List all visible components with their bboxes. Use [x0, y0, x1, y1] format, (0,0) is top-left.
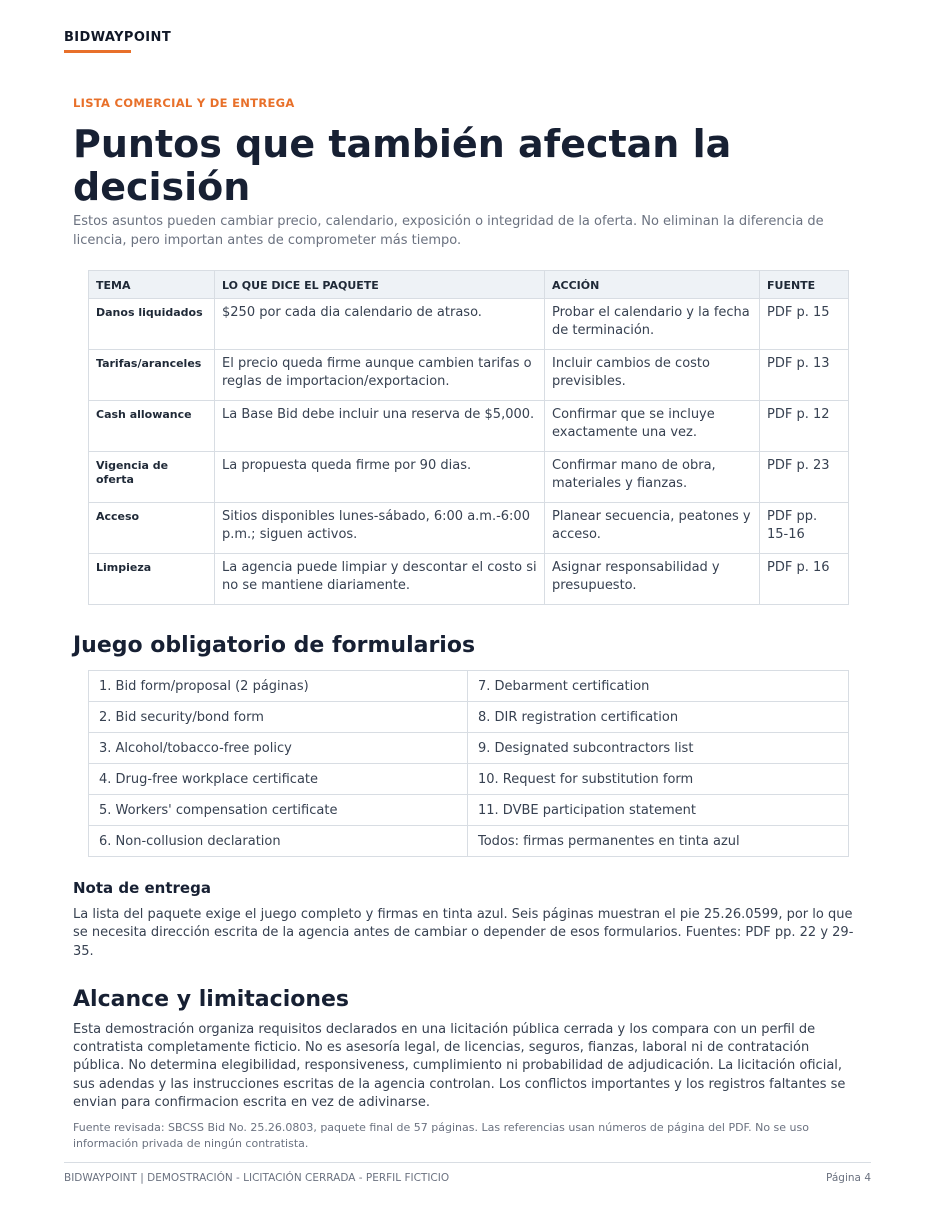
cell-tema: Danos liquidados	[89, 299, 215, 350]
table-row	[89, 826, 849, 857]
cell-paquete: La propuesta queda firme por 90 dias.	[215, 452, 545, 503]
cell-tema: Cash allowance	[89, 401, 215, 452]
cell-tema: Tarifas/aranceles	[89, 350, 215, 401]
section-kicker: LISTA COMERCIAL Y DE ENTREGA	[73, 96, 295, 110]
cell-tema: Acceso	[89, 503, 215, 554]
table-row	[89, 401, 849, 452]
form-item: 7. Debarment certification	[468, 671, 849, 702]
table-row	[89, 503, 849, 554]
cell-accion: Confirmar mano de obra, materiales y fianzas.	[545, 452, 760, 503]
cell-paquete: El precio queda firme aunque cambien tarifas o reglas de importacion/exportacion.	[215, 350, 545, 401]
cell-paquete: $250 por cada dia calendario de atraso.	[215, 299, 545, 350]
cell-paquete: La Base Bid debe incluir una reserva de $5,000.	[215, 401, 545, 452]
scope-text: Esta demostración organiza requisitos declarados en una licitación pública cerrada y los compara con un perfil de contratista completamente ficticio. No es asesoría legal, de licencias, seguros, fianzas, laboral ni de contratación pública. No determina elegibilidad, responsiveness, cumplimiento ni probabilidad de adjudicación. La licitación oficial, sus adendas y las instrucciones escritas de la agencia controlan. Los conflictos importantes y los registros faltantes se envian para confirmacion escrita en vez de adivinarse.	[73, 1021, 846, 1111]
form-item: 3. Alcohol/tobacco-free policy	[89, 733, 468, 764]
form-item: Todos: firmas permanentes en tinta azul	[468, 826, 849, 857]
cell-accion: Incluir cambios de costo previsibles.	[545, 350, 760, 401]
form-item: 4. Drug-free workplace certificate	[89, 764, 468, 795]
cell-tema: Vigencia de oferta	[89, 452, 215, 503]
column-header-paquete: LO QUE DICE EL PAQUETE	[215, 271, 545, 299]
column-header-tema: TEMA	[89, 271, 215, 299]
table-row	[89, 764, 849, 795]
form-item: 6. Non-collusion declaration	[89, 826, 468, 857]
footer-divider	[64, 1162, 871, 1163]
intro-text: Estos asuntos pueden cambiar precio, calendario, exposición o integridad de la oferta. No eliminan la diferencia de licencia, pero importan antes de comprometer más tiempo.	[73, 214, 824, 248]
page-number: Página 4	[826, 1172, 871, 1184]
brand-logo-text: BIDWAYPOINT	[64, 30, 172, 45]
page-content	[73, 96, 863, 1151]
cell-accion: Asignar responsabilidad y presupuesto.	[545, 554, 760, 605]
column-header-fuente: FUENTE	[760, 271, 849, 299]
cell-fuente: PDF p. 16	[760, 554, 849, 605]
table-header-row	[89, 271, 849, 299]
table-row	[89, 350, 849, 401]
forms-heading: Juego obligatorio de formularios	[73, 633, 476, 658]
page-title: Puntos que también afectan la decisión	[73, 122, 732, 209]
column-header-accion: ACCIÓN	[545, 271, 760, 299]
footer-left-text: BIDWAYPOINT | DEMOSTRACIÓN - LICITACIÓN CERRADA - PERFIL FICTICIO	[64, 1172, 450, 1184]
cell-fuente: PDF p. 15	[760, 299, 849, 350]
table-row	[89, 299, 849, 350]
table-row	[89, 795, 849, 826]
form-item: 10. Request for substitution form	[468, 764, 849, 795]
topics-table	[88, 270, 849, 605]
scope-heading: Alcance y limitaciones	[73, 986, 350, 1012]
table-row	[89, 702, 849, 733]
delivery-note-heading: Nota de entrega	[73, 879, 211, 897]
cell-fuente: PDF pp. 15-16	[760, 503, 849, 554]
source-note: Fuente revisada: SBCSS Bid No. 25.26.0803, paquete final de 57 páginas. Las referencias usan números de página del PDF. No se uso información privada de ningún contratista.	[73, 1121, 809, 1150]
form-item: 1. Bid form/proposal (2 páginas)	[89, 671, 468, 702]
form-item: 8. DIR registration certification	[468, 702, 849, 733]
table-row	[89, 452, 849, 503]
form-item: 2. Bid security/bond form	[89, 702, 468, 733]
table-row	[89, 554, 849, 605]
forms-table	[88, 670, 849, 857]
cell-paquete: Sitios disponibles lunes-sábado, 6:00 a.m.-6:00 p.m.; siguen activos.	[215, 503, 545, 554]
cell-fuente: PDF p. 23	[760, 452, 849, 503]
brand-underline	[64, 50, 131, 53]
table-row	[89, 733, 849, 764]
delivery-note-text: La lista del paquete exige el juego completo y firmas en tinta azul. Seis páginas muestran el pie 25.26.0599, por lo que se necesita dirección escrita de la agencia antes de cambiar o depender de esos formularios. Fuentes: PDF pp. 22 y 29-35.	[73, 907, 854, 959]
cell-accion: Planear secuencia, peatones y acceso.	[545, 503, 760, 554]
cell-tema: Limpieza	[89, 554, 215, 605]
cell-fuente: PDF p. 13	[760, 350, 849, 401]
form-item: 9. Designated subcontractors list	[468, 733, 849, 764]
table-row	[89, 671, 849, 702]
cell-accion: Confirmar que se incluye exactamente una vez.	[545, 401, 760, 452]
cell-paquete: La agencia puede limpiar y descontar el costo si no se mantiene diariamente.	[215, 554, 545, 605]
cell-fuente: PDF p. 12	[760, 401, 849, 452]
form-item: 11. DVBE participation statement	[468, 795, 849, 826]
cell-accion: Probar el calendario y la fecha de terminación.	[545, 299, 760, 350]
form-item: 5. Workers' compensation certificate	[89, 795, 468, 826]
